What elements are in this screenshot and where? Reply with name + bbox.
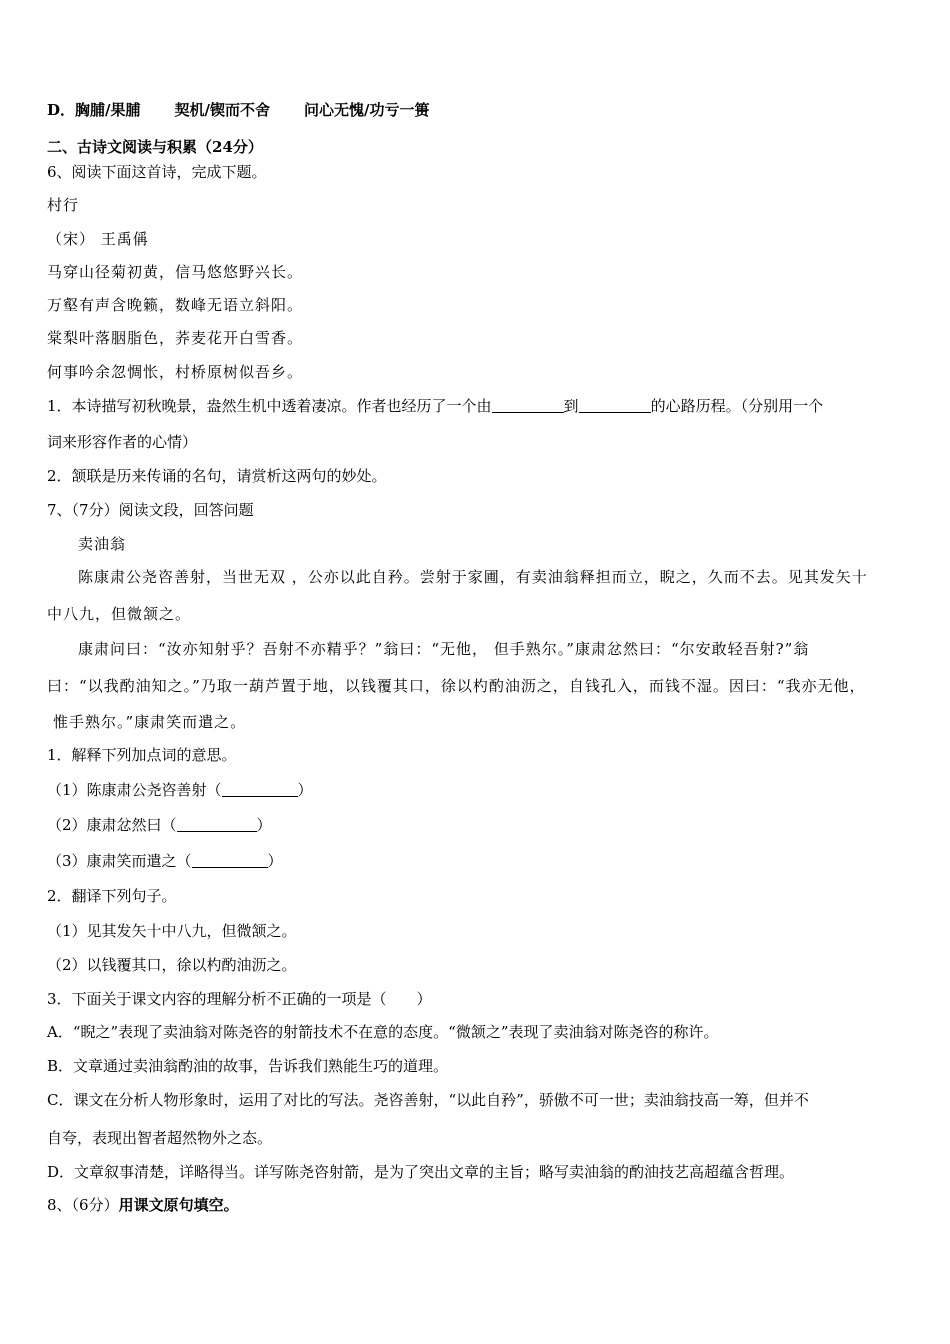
question-7-prompt: 7、（7分）阅读文段，回答问题 [47, 501, 254, 519]
question-8-instruction: 用课文原句填空。 [118, 1196, 239, 1214]
question-7-1-2-text: （2）康肃忿然曰（ [47, 816, 177, 834]
option-d-part3: 问心无愧/功亏一篑 [303, 101, 430, 119]
option-d-part1: D．胸脯/果脯 [47, 101, 141, 119]
choice-c-line-1: C．课文在分析人物形象时，运用了对比的写法。尧咨善射，“以此自矜”，骄傲不可一世；卖油翁技高一筹，但并不 [47, 1091, 809, 1109]
choice-d: D．文章叙事清楚，详略得当。详写陈尧咨射箭，是为了突出文章的主旨；略写卖油翁的酌油技艺高超蕴含哲理。 [47, 1163, 795, 1181]
question-6-1-text-b: 到 [563, 397, 579, 415]
question-7-1-2 [47, 815, 272, 835]
answer-blank-1[interactable] [492, 396, 564, 413]
answer-blank-3[interactable] [222, 780, 298, 797]
question-7-2-2: （2）以钱覆其口，徐以杓酌油沥之。 [47, 956, 297, 974]
passage-para-1-line-2: 中八九，但微颔之。 [47, 605, 192, 623]
question-6-1 [47, 396, 823, 416]
passage-para-2-line-2: 曰：“以我酌油知之。”乃取一葫芦置于地，以钱覆其口，徐以杓酌油沥之，自钱孔入，而钱不湿。因曰：“我亦无他， [47, 677, 866, 695]
question-7-1-3 [47, 851, 283, 871]
option-d-part2: 契机/锲而不舍 [174, 101, 270, 119]
option-d-line [47, 100, 429, 120]
passage-title: 卖油翁 [78, 535, 127, 553]
question-7-1-2-close: ） [256, 816, 272, 834]
question-8 [47, 1195, 239, 1215]
question-7-1-1 [47, 780, 313, 800]
question-7-3: 3．下面关于课文内容的理解分析不正确的一项是（ ） [47, 990, 432, 1008]
passage-para-1-line-1: 陈康肃公尧咨善射，当世无双 ，公亦以此自矜。尝射于家圃，有卖油翁释担而立，睨之，久而不去。见其发矢十 [78, 568, 868, 586]
question-7-1-3-text: （3）康肃笑而遣之（ [47, 852, 192, 870]
passage-para-2-line-1: 康肃问曰：“汝亦知射乎？吾射不亦精乎？”翁曰：“无他， 但手熟尔。”康肃忿然曰：“尔安敢轻吾射?”翁 [78, 640, 810, 658]
question-7-1: 1．解释下列加点词的意思。 [47, 746, 237, 764]
question-6-2: 2．颔联是历来传诵的名句，请赏析这两句的妙处。 [47, 467, 387, 485]
answer-blank-2[interactable] [579, 396, 651, 413]
answer-blank-5[interactable] [192, 851, 268, 868]
poem-line-3: 棠梨叶落胭脂色，荞麦花开白雪香。 [47, 329, 304, 347]
question-7-2-1: （1）见其发矢十中八九，但微颔之。 [47, 922, 297, 940]
question-6-1-cont: 词来形容作者的心情） [47, 433, 198, 451]
question-8-number: 8、（6分） [47, 1196, 119, 1214]
poem-author: （宋） 王禹偁 [47, 230, 149, 248]
poem-line-1: 马穿山径菊初黄，信马悠悠野兴长。 [47, 263, 304, 281]
section-heading-ancient-poetry: 二、古诗文阅读与积累（24分） [47, 138, 263, 156]
question-7-1-3-close: ） [267, 852, 283, 870]
poem-title: 村行 [47, 196, 80, 214]
question-6-1-text-c: 的心路历程。（分别用一个 [650, 397, 824, 415]
question-7-1-1-text: （1）陈康肃公尧咨善射（ [47, 781, 222, 799]
question-7-1-1-close: ） [297, 781, 313, 799]
question-6-prompt: 6、阅读下面这首诗，完成下题。 [47, 163, 267, 181]
question-7-2: 2．翻译下列句子。 [47, 887, 177, 905]
poem-line-2: 万壑有声含晚籁，数峰无语立斜阳。 [47, 296, 304, 314]
passage-para-2-line-3: 惟手熟尔。”康肃笑而遣之。 [53, 713, 247, 731]
poem-line-4: 何事吟余忽惆怅，村桥原树似吾乡。 [47, 363, 304, 381]
answer-blank-4[interactable] [177, 815, 257, 832]
choice-b: B．文章通过卖油翁酌油的故事，告诉我们熟能生巧的道理。 [47, 1057, 449, 1075]
question-6-1-text-a: 1．本诗描写初秋晚景，盎然生机中透着凄凉。作者也经历了一个由 [47, 397, 492, 415]
choice-c-line-2: 自夸，表现出智者超然物外之态。 [47, 1129, 273, 1147]
choice-a: A．“睨之”表现了卖油翁对陈尧咨的射箭技术不在意的态度。“微颔之”表现了卖油翁对陈尧咨的称许。 [47, 1023, 719, 1041]
